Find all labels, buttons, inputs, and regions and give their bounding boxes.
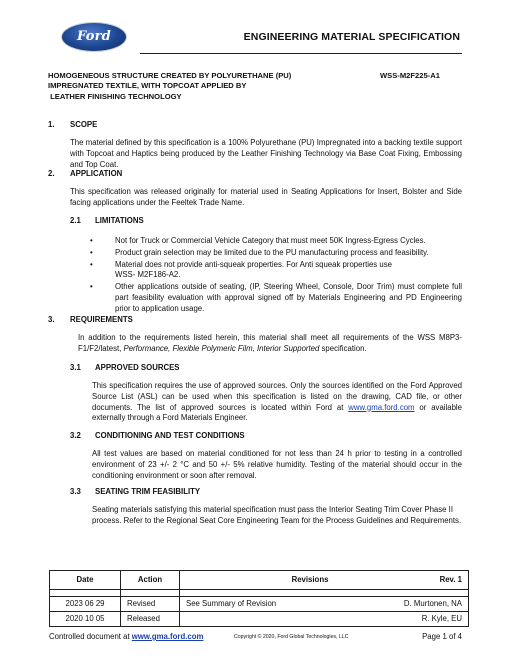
- footer-copyright: Copyright © 2020, Ford Global Technologies, LLC: [234, 634, 349, 640]
- section-heading-seating-trim: SEATING TRIM FEASIBILITY: [95, 487, 201, 496]
- gma-link[interactable]: www.gma.ford.com: [348, 402, 415, 412]
- spec-title-line: HOMOGENEOUS STRUCTURE CREATED BY POLYURETHANE (PU): [48, 71, 292, 80]
- table-header-row: [50, 571, 469, 590]
- revision-date: 2023 06 29: [50, 597, 121, 612]
- column-header-action: Action: [121, 571, 180, 590]
- revisions-table: [49, 570, 469, 627]
- revision-action: Revised: [121, 597, 180, 612]
- section-heading-conditioning: CONDITIONING AND TEST CONDITIONS: [95, 431, 245, 440]
- list-item: • Other applications outside of seating, (IP, Steering Wheel, Console, Door Trim) must complete full part feasibility evaluation with approval signed off by Materials Engineering and PD Engineering prior to application usage.: [90, 282, 462, 313]
- section-number: 1.: [48, 120, 55, 129]
- spec-title: [48, 71, 348, 102]
- revision-action: Released: [121, 612, 180, 627]
- footer-gma-link[interactable]: www.gma.ford.com: [131, 632, 204, 641]
- page-number: Page 1 of 4: [422, 632, 462, 641]
- spec-title-line: IMPREGNATED TEXTILE, WITH TOPCOAT APPLIED BY: [48, 81, 247, 91]
- document-title: ENGINEERING MATERIAL SPECIFICATION: [243, 31, 460, 43]
- table-spacer-row: [50, 590, 469, 597]
- column-header-date: Date: [50, 571, 121, 590]
- column-header-revisions: Revisions: [180, 571, 367, 590]
- header-divider: [140, 53, 462, 54]
- section-heading-approved-sources: APPROVED SOURCES: [95, 363, 180, 372]
- bullet-icon: •: [90, 282, 93, 291]
- spec-title-line: LEATHER FINISHING TECHNOLOGY: [48, 91, 182, 101]
- section-number: 2.: [48, 169, 55, 178]
- application-text: This specification was released originally for material used in Seating Applications for Insert, Bolster and Side facing applications under the Feeltek Trade Name.: [70, 187, 462, 207]
- approved-sources-text: This specification requires the use of approved sources. Only the sources identified on the Ford Approved Source List (ASL) can be used when this specification is listed on the drawing, CAD file, or other documents. The list of approved sources is located within Ford at www.gma.ford.com or available externally through a Ford Materials Engineer.: [92, 381, 462, 423]
- limitations-list: [90, 236, 462, 315]
- revision-date: 2020 10 05: [50, 612, 121, 627]
- bullet-icon: •: [90, 247, 93, 257]
- section-heading-requirements: REQUIREMENTS: [70, 315, 133, 324]
- ford-logo-text: Ford: [77, 29, 111, 45]
- scope-text: The material defined by this specification is a 100% Polyurethane (PU) Impregnated into a backing textile support with Topcoat and Haptics being produced by the Leather Finishing Technology via Base Coat Fixing, Embossing and Top Coat.: [70, 138, 462, 169]
- bullet-icon: •: [90, 259, 93, 269]
- section-number: 3.: [48, 315, 55, 324]
- footer-controlled: Controlled document at www.gma.ford.com: [49, 632, 204, 641]
- table-row: [50, 612, 469, 627]
- section-number: 2.1: [70, 216, 81, 225]
- section-number: 3.2: [70, 431, 81, 440]
- section-number: 3.1: [70, 363, 81, 372]
- section-heading-scope: SCOPE: [70, 120, 98, 129]
- spec-number: WSS-M2F225-A1: [380, 71, 440, 80]
- list-item: • Material does not provide anti-squeak properties. For Anti squeak properties use WSS- M2F186-A2.: [90, 259, 392, 280]
- seating-trim-text: Seating materials satisfying this material specification must pass the Interior Seating Trim Cover Phase II process. Refer to the Regional Seat Core Engineering Team for the Process Guidelines and Requirements.: [92, 505, 462, 525]
- revision-description: See Summary of Revision: [180, 597, 367, 612]
- requirements-text: In addition to the requirements listed herein, this material shall meet all requirements of the WSS M8P3-F1/F2/latest, Performance, Flexible Polymeric Film, Interior Supported specification.: [78, 333, 462, 353]
- section-heading-application: APPLICATION: [70, 169, 123, 178]
- conditioning-text: All test values are based on material conditioned for not less than 24 h prior to testing in a controlled environment of 23 +/- 2 °C and 50 +/- 5% relative humidity. Testing of the material should occur in the conditioning environment or soon after removal.: [92, 449, 462, 480]
- table-row: [50, 597, 469, 612]
- revision-description: [180, 612, 367, 627]
- ford-logo: [61, 22, 127, 52]
- list-item: • Not for Truck or Commercial Vehicle Category that must meet 50K Ingress-Egress Cycles.: [90, 236, 426, 245]
- section-heading-limitations: LIMITATIONS: [95, 216, 144, 225]
- list-item: • Product grain selection may be limited due to the PU manufacturing process and feasibility.: [90, 247, 429, 257]
- revision-author: R. Kyle, EU: [366, 612, 469, 627]
- bullet-icon: •: [90, 236, 93, 245]
- column-header-rev: Rev. 1: [366, 571, 469, 590]
- section-number: 3.3: [70, 487, 81, 496]
- revision-author: D. Murtonen, NA: [366, 597, 469, 612]
